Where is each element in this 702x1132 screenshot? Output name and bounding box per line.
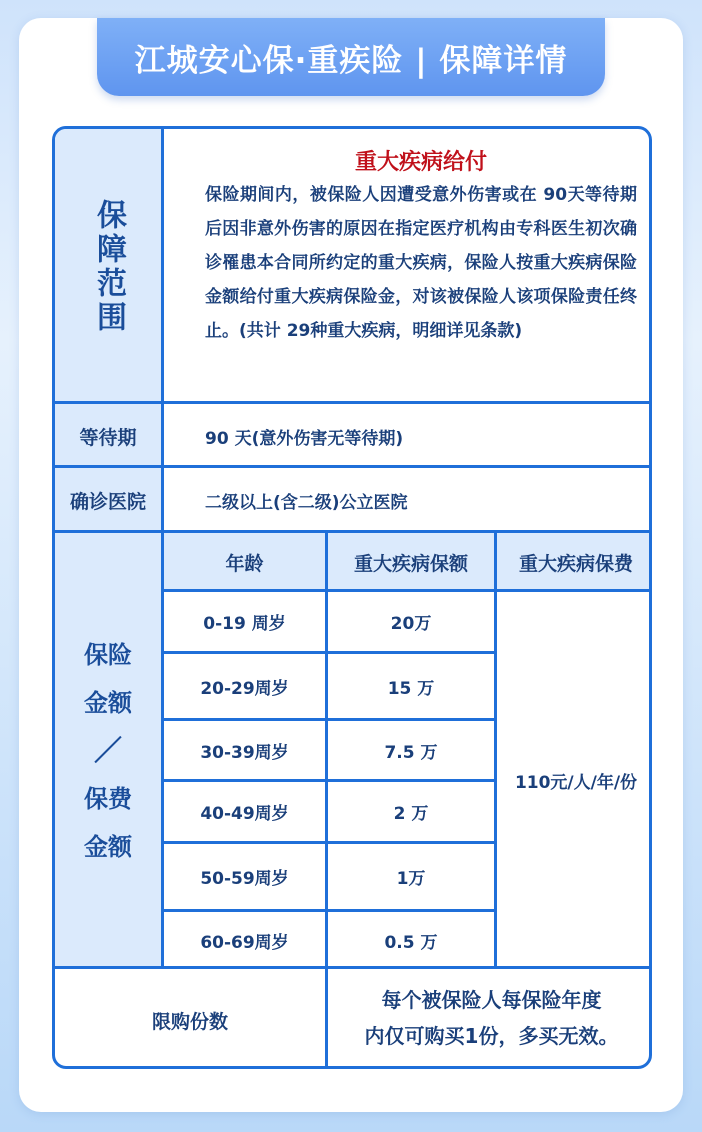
waiting-label-cell: [55, 404, 161, 468]
divider: [161, 841, 497, 844]
coverage-label-cell: [55, 129, 161, 404]
hospital-value: 二级以上(含二级)公立医院: [205, 493, 408, 513]
limit-value-cell: [328, 969, 652, 1066]
divider: [494, 533, 497, 969]
limit-label: 限购份数: [151, 1011, 228, 1033]
hospital-label-cell: [55, 468, 161, 533]
table-row-amount: 15 万: [387, 678, 435, 699]
table-row-amount: 0.5 万: [384, 933, 438, 953]
coverage-label: 保障范围: [91, 198, 126, 335]
table-row-amount: 7.5 万: [384, 742, 438, 763]
amount-label-line: 金额: [84, 833, 132, 861]
amount-label-cell: [55, 533, 161, 969]
limit-line-1: 每个被保险人每保险年度: [381, 987, 602, 1012]
divider: [161, 651, 497, 654]
amount-label-line: 金额: [84, 689, 132, 717]
waiting-label: 等待期: [79, 426, 137, 449]
coverage-description: 保险期间内，被保险人因遭受意外伤害或在 90天等待期后因非意外伤害的原因在指定医疗机构由专科医生初次确诊罹患本合同所约定的重大疾病，保险人按重大疾病保险金额给付重大疾病保险金，对该被保险人该项保险责任终止。(共计 29种重大疾病，明细详见条款): [205, 185, 637, 341]
header-amount: 重大疾病保额: [328, 533, 494, 592]
table-row-amount: 2 万: [393, 804, 429, 824]
amount-label-line: 保险: [84, 641, 132, 669]
header-premium: 重大疾病保费: [497, 533, 652, 592]
amount-label-line: 保费: [84, 785, 132, 813]
coverage-heading: 重大疾病给付: [354, 150, 487, 175]
divider: [161, 589, 652, 592]
divider: [161, 909, 497, 912]
header-age: 年龄: [164, 533, 325, 592]
table-row-age: 30-39周岁: [200, 742, 289, 763]
divider: [161, 718, 497, 721]
coverage-table: [52, 126, 652, 1069]
coverage-content: [205, 145, 637, 348]
waiting-value: 90 天(意外伤害无等待期): [205, 428, 404, 449]
table-row-amount: 1万: [396, 869, 426, 889]
divider: [55, 401, 652, 404]
limit-label-cell: [55, 969, 325, 1069]
hospital-value-cell: [205, 468, 635, 533]
amount-label-line: ／: [93, 734, 122, 767]
table-row-age: 20-29周岁: [200, 678, 289, 699]
table-row-amount: 20万: [390, 614, 432, 634]
premium-value: 110元/人/年/份: [514, 773, 638, 793]
page-title: 江城安心保·重疾险 | 保障详情: [97, 18, 605, 96]
table-row-age: 0-19 周岁: [203, 614, 286, 634]
table-row-age: 60-69周岁: [200, 933, 289, 953]
limit-line-2: 内仅可购买1份，多买无效。: [364, 1023, 619, 1048]
hospital-label: 确诊医院: [69, 491, 146, 513]
divider: [55, 465, 652, 468]
divider: [325, 533, 328, 1069]
divider: [161, 779, 497, 782]
table-row-age: 40-49周岁: [200, 804, 289, 824]
table-row-age: 50-59周岁: [200, 869, 289, 889]
divider: [55, 530, 652, 533]
waiting-value-cell: [205, 404, 635, 468]
divider: [55, 966, 652, 969]
